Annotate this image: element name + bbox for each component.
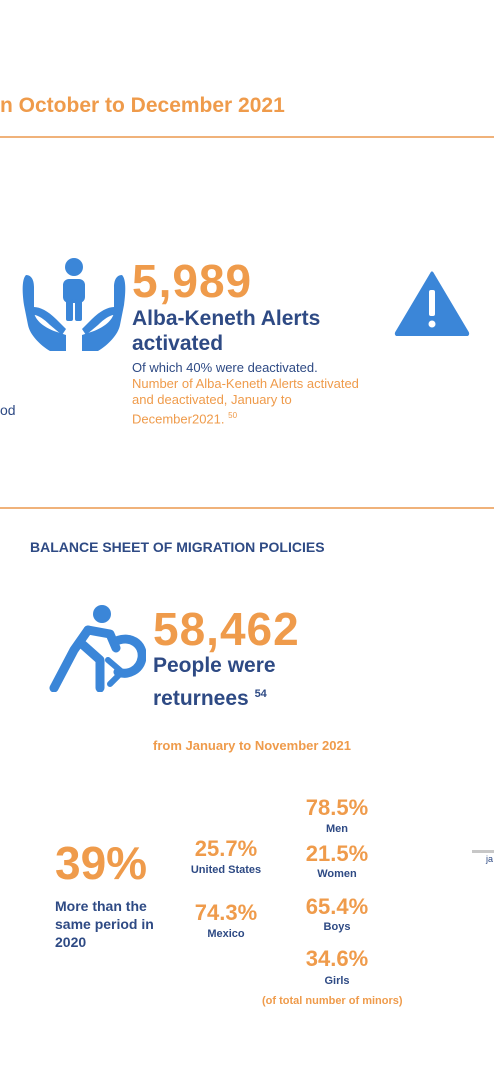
gender-label-girls: Girls	[324, 975, 350, 987]
returning-person-icon	[48, 604, 146, 692]
returnees-number: 58,462	[153, 603, 300, 655]
alba-alerts-number: 5,989	[132, 255, 253, 307]
hands-protecting-child-icon	[22, 255, 126, 355]
gender-value-women: 21.5%	[305, 841, 369, 866]
section-title: BALANCE SHEET OF MIGRATION POLICIES	[30, 539, 325, 555]
returnees-period: from January to November 2021	[153, 738, 351, 753]
gender-label-men: Men	[326, 823, 348, 835]
minors-note: (of total number of minors)	[262, 995, 403, 1007]
alba-alerts-subtitle: Of which 40% were deactivated.	[132, 360, 318, 375]
returnees-footnote: 54	[254, 688, 267, 700]
gender-value-men: 78.5%	[305, 795, 369, 820]
origin-value-mexico: 74.3%	[194, 900, 258, 925]
comparison-note: More than the same period in 2020	[55, 898, 154, 950]
returnees-title-text: People were returnees	[153, 654, 276, 710]
alba-footnote: 50	[228, 411, 238, 420]
section-divider	[0, 507, 494, 509]
gender-label-boys: Boys	[323, 921, 351, 933]
header-title: n October to December 2021	[0, 94, 285, 117]
alba-alerts-note	[132, 376, 362, 427]
edge-cut-label: ja	[486, 854, 494, 864]
gender-label-women: Women	[317, 868, 357, 880]
gender-value-girls: 34.6%	[305, 946, 369, 971]
left-cut-text: od	[0, 402, 16, 418]
returnees-title	[153, 652, 313, 713]
comparison-percentage: 39%	[55, 837, 148, 889]
origin-value-us: 25.7%	[194, 836, 258, 861]
origin-label-us: United States	[190, 864, 262, 876]
alba-alerts-title: Alba-Keneth Alerts activated	[132, 307, 321, 355]
gender-value-boys: 65.4%	[305, 894, 369, 919]
header-divider	[0, 136, 494, 138]
origin-label-mexico: Mexico	[207, 928, 245, 940]
warning-triangle-icon	[394, 270, 470, 336]
alba-note-text: Number of Alba-Keneth Alerts activated and deactivated, January to December2021.	[132, 376, 359, 427]
edge-axis-line	[472, 850, 494, 853]
